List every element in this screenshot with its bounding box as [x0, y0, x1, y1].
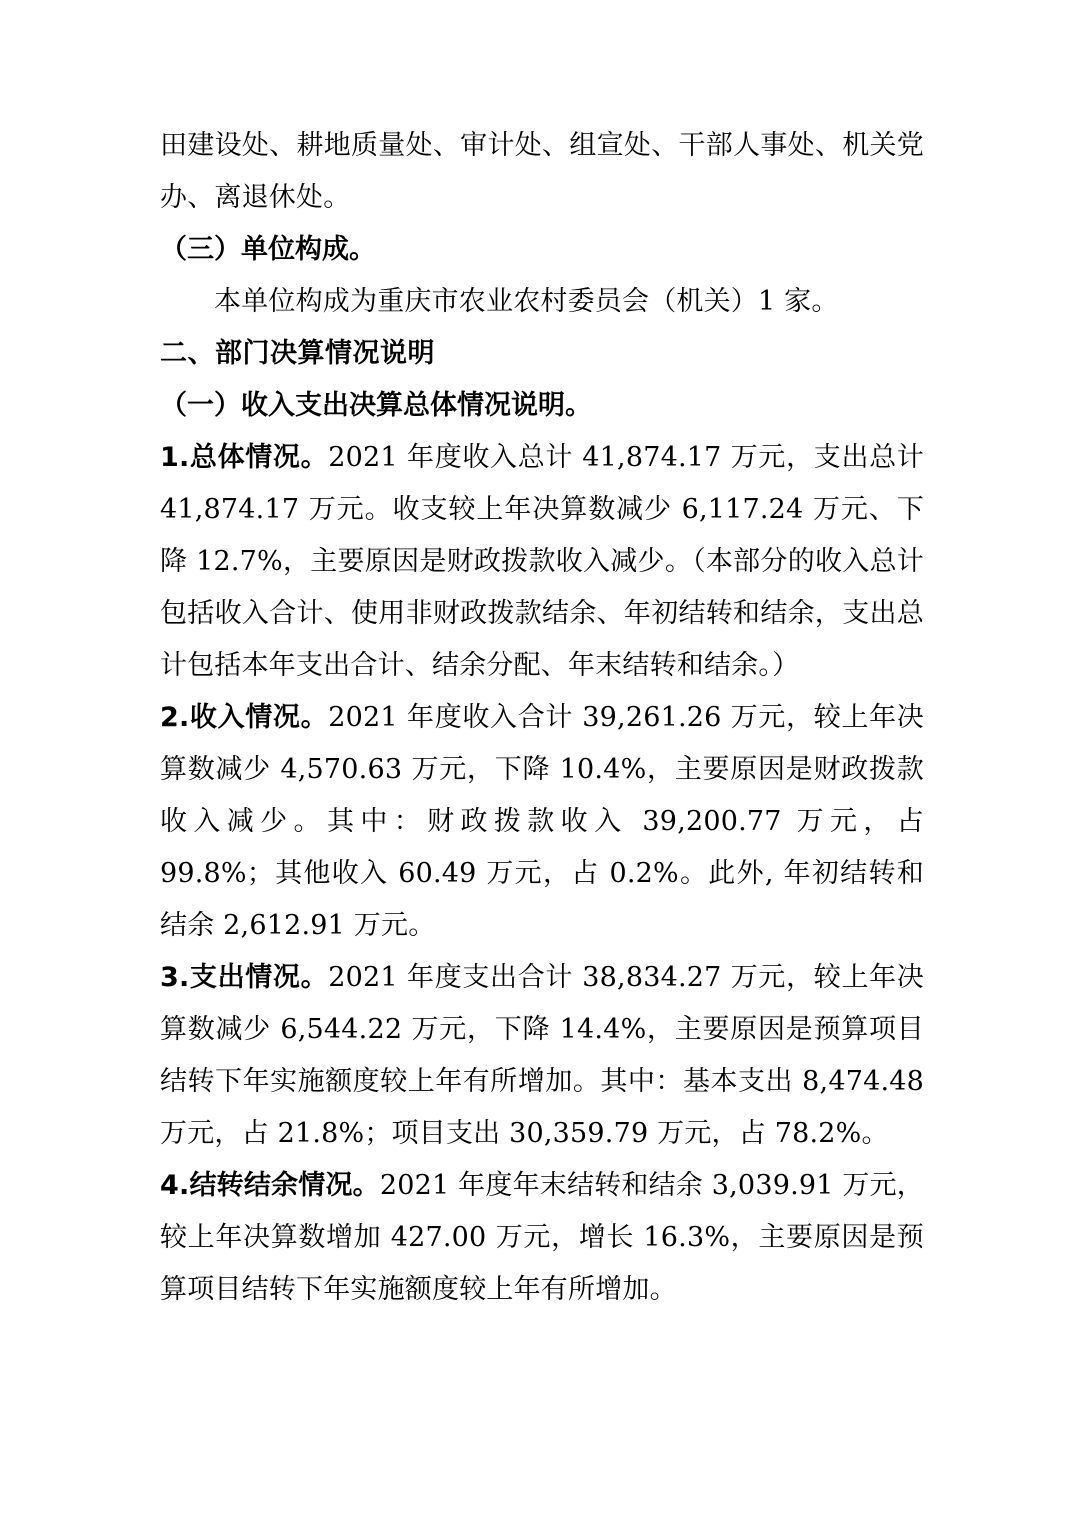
paragraph-item-carryover-balance — [160, 1160, 924, 1316]
heading-section-one-income-expenditure: （一）收入支出决算总体情况说明。 — [160, 390, 592, 421]
text-expenditure-situation: 2021 年度支出合计 38,834.27 万元，较上年决算数减少 6,544.22 万元，下降 14.4%，主要原因是预算项目结转下年实施额度较上年有所增加。其中：基本支出 8,474.48 万元，占 21.8%；项目支出 30,359.79 万元，占 78.2%。 — [160, 962, 924, 1149]
heading-two-department-final-accounts: 二、部门决算情况说明 — [160, 338, 435, 369]
paragraph-department-list-continued: 田建设处、耕地质量处、审计处、组宣处、干部人事处、机关党办、离退休处。 — [160, 130, 924, 213]
lead-expenditure-situation: 3.支出情况。 — [160, 962, 329, 993]
paragraph-unit-composition: 本单位构成为重庆市农业农村委员会（机关）1 家。 — [214, 286, 839, 317]
lead-income-situation: 2.收入情况。 — [160, 702, 329, 733]
paragraph-item-overall-situation — [160, 432, 924, 692]
text-overall-situation: 2021 年度收入总计 41,874.17 万元，支出总计 41,874.17 万元。收支较上年决算数减少 6,117.24 万元、下降 12.7%，主要原因是财政拨款收入减少。（本部分的收入总计包括收入合计、使用非财政拨款结余、年初结转和结余，支出总计包括本年支出合计、结余分配、年末结转和结余。） — [160, 442, 924, 681]
text-carryover-balance: 2021 年度年末结转和结余 3,039.91 万元，较上年决算数增加 427.00 万元，增长 16.3%，主要原因是预算项目结转下年实施额度较上年有所增加。 — [160, 1170, 924, 1305]
lead-overall-situation: 1.总体情况。 — [160, 442, 329, 473]
text-income-situation: 2021 年度收入合计 39,261.26 万元，较上年决算数减少 4,570.63 万元，下降 10.4%，主要原因是财政拨款收入减少。其中：财政拨款收入 39,200.77 万元，占 99.8%；其他收入 60.49 万元，占 0.2%。此外, 年初结转和结余 2,612.91 万元。 — [160, 702, 924, 941]
paragraph-item-expenditure-situation — [160, 952, 924, 1160]
document-body — [160, 120, 924, 1316]
paragraph-item-income-situation — [160, 692, 924, 952]
lead-carryover-balance: 4.结转结余情况。 — [160, 1170, 380, 1201]
heading-section-three-unit-composition: （三）单位构成。 — [160, 234, 376, 265]
